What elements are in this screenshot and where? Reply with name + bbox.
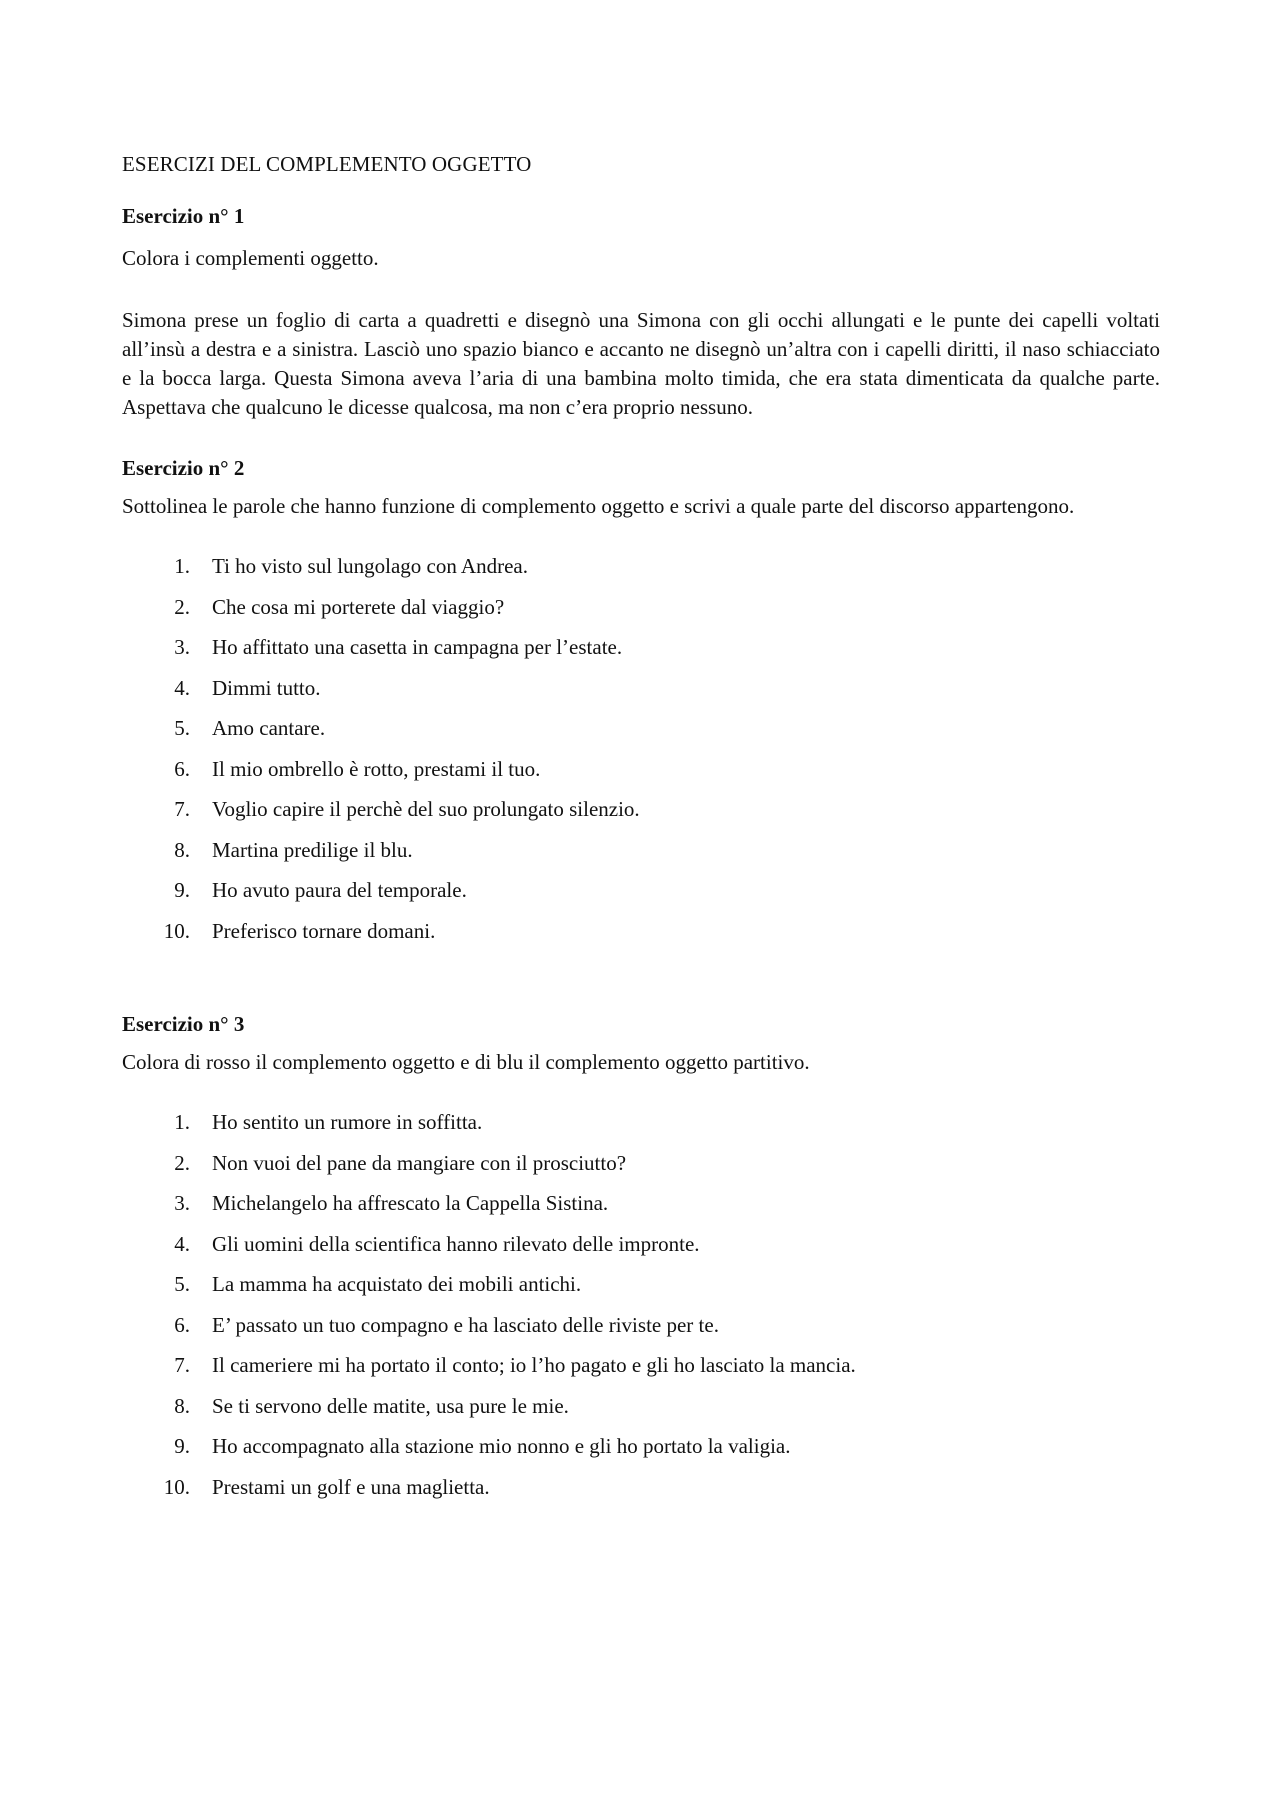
item-text: Amo cantare. (212, 716, 326, 740)
list-item (122, 1151, 1122, 1192)
item-text: Dimmi tutto. (212, 675, 321, 700)
list-item (122, 1353, 1122, 1394)
list-item (122, 797, 1122, 838)
exercise-1-paragraph: Simona prese un foglio di carta a quadretti e disegnò una Simona con gli occhi allungati e le punte dei capelli voltati all’insù a destra e a sinistra. Lasciò uno spazio bianco e accanto ne disegnò un’altra con i capelli diritti, il naso schiacciato e la bocca larga. Questa Simona aveva l’aria di una bambina molto timida, che era stata dimenticata da qualche parte. Aspettava che qualcuno le dicesse qualcosa, ma non c’era proprio nessuno. (122, 308, 1160, 419)
list-item (122, 878, 1122, 919)
exercise-2-list (122, 554, 1122, 959)
item-text: Gli uomini della scientifica hanno rilevato delle impronte. (212, 1231, 700, 1256)
item-text: Il mio ombrello è rotto, prestami il tuo. (212, 756, 541, 781)
item-text: Ti ho visto sul lungolago con Andrea. (212, 554, 528, 578)
item-text: Preferisco tornare domani. (212, 918, 436, 943)
list-item (122, 1110, 1122, 1151)
item-number: 5. (174, 716, 190, 740)
item-number: 1. (174, 554, 190, 578)
list-item (122, 1191, 1122, 1232)
item-number: 8. (174, 1393, 190, 1418)
item-text: Prestami un golf e una maglietta. (212, 1474, 490, 1499)
list-item (122, 1272, 1122, 1313)
item-number: 4. (174, 1231, 190, 1256)
item-number: 2. (174, 594, 190, 619)
item-number: 7. (174, 797, 190, 821)
list-item (122, 716, 1122, 757)
item-text: Che cosa mi porterete dal viaggio? (212, 594, 505, 619)
list-item (122, 1475, 1122, 1516)
item-text: Michelangelo ha affrescato la Cappella Sistina. (212, 1191, 609, 1215)
list-item (122, 838, 1122, 879)
item-text: Ho sentito un rumore in soffitta. (212, 1110, 483, 1134)
item-text: Ho affittato una casetta in campagna per l’estate. (212, 635, 623, 659)
list-item (122, 1434, 1122, 1475)
item-text: Voglio capire il perchè del suo prolungato silenzio. (212, 797, 640, 821)
exercise-3-instruction: Colora di rosso il complemento oggetto e di blu il complemento oggetto partitivo. (122, 1050, 810, 1074)
exercise-2-instruction: Sottolinea le parole che hanno funzione di complemento oggetto e scrivi a quale parte del discorso appartengono. (122, 494, 1075, 518)
item-number: 8. (174, 837, 190, 862)
list-item (122, 554, 1122, 595)
item-number: 10. (163, 918, 190, 943)
item-number: 2. (174, 1150, 190, 1175)
item-text: La mamma ha acquistato dei mobili antichi. (212, 1272, 582, 1296)
item-number: 3. (174, 1191, 190, 1215)
item-number: 5. (174, 1272, 190, 1296)
list-item (122, 1232, 1122, 1273)
item-number: 10. (163, 1474, 190, 1499)
item-number: 4. (174, 675, 190, 700)
item-text: Se ti servono delle matite, usa pure le mie. (212, 1393, 569, 1418)
exercise-1-heading: Esercizio n° 1 (122, 204, 245, 228)
item-number: 7. (174, 1353, 190, 1377)
list-item (122, 595, 1122, 636)
list-item (122, 676, 1122, 717)
item-number: 9. (174, 878, 190, 902)
item-text: Il cameriere mi ha portato il conto; io l’ho pagato e gli ho lasciato la mancia. (212, 1353, 856, 1377)
item-number: 1. (174, 1110, 190, 1134)
item-text: Ho avuto paura del temporale. (212, 878, 467, 902)
item-number: 3. (174, 635, 190, 659)
list-item (122, 919, 1122, 960)
exercise-3-heading: Esercizio n° 3 (122, 1012, 245, 1036)
item-number: 6. (174, 756, 190, 781)
list-item (122, 1394, 1122, 1435)
list-item (122, 1313, 1122, 1354)
list-item (122, 635, 1122, 676)
item-number: 9. (174, 1434, 190, 1458)
document-title: ESERCIZI DEL COMPLEMENTO OGGETTO (122, 152, 532, 176)
list-item (122, 757, 1122, 798)
item-number: 6. (174, 1312, 190, 1337)
item-text: Ho accompagnato alla stazione mio nonno e gli ho portato la valigia. (212, 1434, 791, 1458)
item-text: E’ passato un tuo compagno e ha lasciato delle riviste per te. (212, 1312, 719, 1337)
exercise-2-heading: Esercizio n° 2 (122, 456, 245, 480)
item-text: Non vuoi del pane da mangiare con il prosciutto? (212, 1150, 627, 1175)
exercise-1-instruction: Colora i complementi oggetto. (122, 246, 379, 270)
exercise-3-list (122, 1110, 1122, 1515)
item-text: Martina predilige il blu. (212, 837, 413, 862)
